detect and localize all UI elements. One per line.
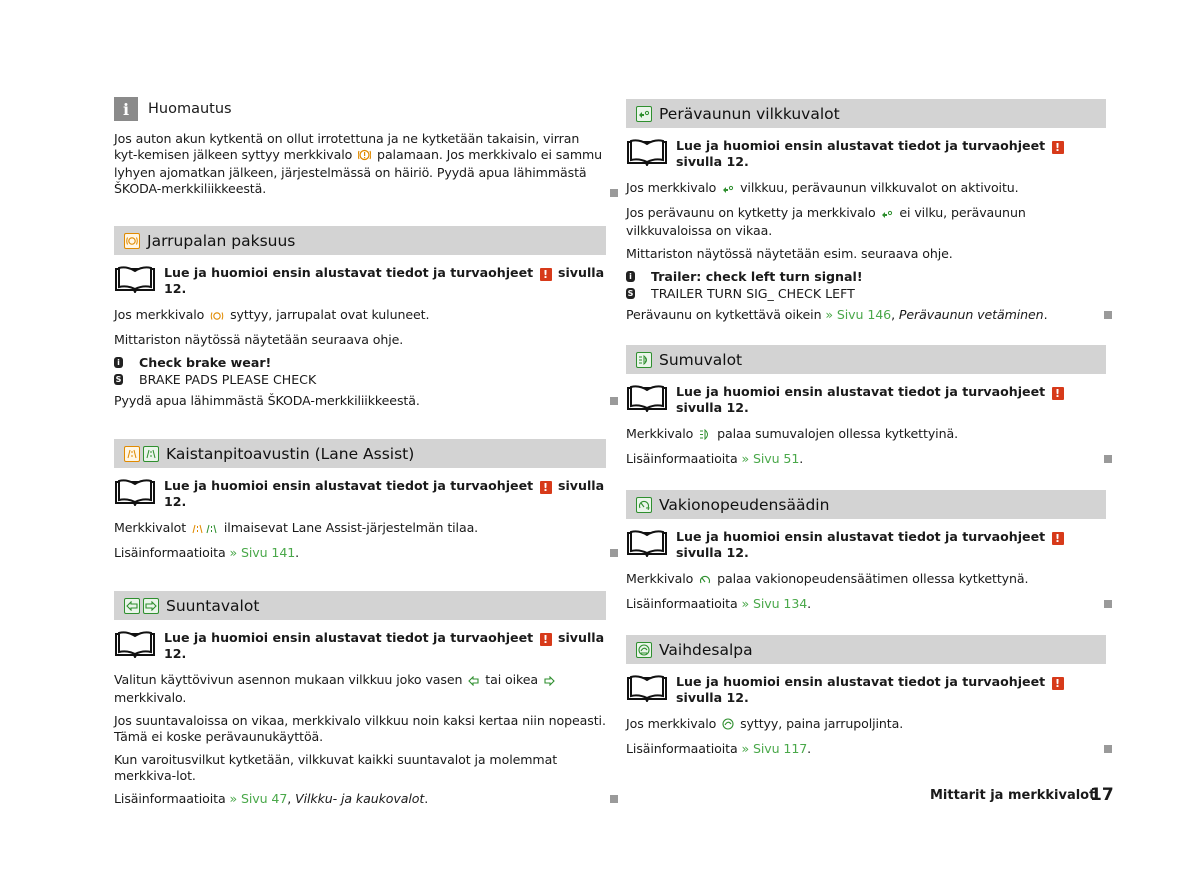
section-lane-assist — [114, 439, 606, 561]
page-link[interactable]: » Sivu 47 — [229, 791, 288, 806]
book-icon — [626, 529, 668, 557]
safety-notice — [626, 384, 1106, 416]
paragraph: Pyydä apua lähimmästä ŠKODA-merkkiliikkeestä. — [114, 393, 420, 408]
brake-pad-lamp-icon — [124, 233, 140, 249]
book-icon — [114, 630, 156, 658]
section-title: Vakionopeudensäädin — [659, 495, 830, 514]
page-link[interactable]: » Sivu 51 — [741, 451, 800, 466]
safety-notice — [114, 265, 606, 297]
paragraph: Merkkivalo palaa vakionopeudensäätimen ollessa kytkettynä. — [626, 571, 1106, 589]
display-message-row — [626, 286, 1106, 301]
section-title: Perävaunun vilkkuvalot — [659, 104, 840, 123]
page-link[interactable]: » Sivu 117 — [741, 741, 808, 756]
section-turn-signals — [114, 591, 606, 807]
section-end-mark — [1104, 311, 1112, 319]
section-end-mark — [1104, 745, 1112, 753]
warning-icon: ! — [540, 633, 552, 646]
more-info: Lisäinformaatioita » Sivu 134. — [626, 596, 812, 611]
display-message-row — [114, 355, 606, 370]
section-end-mark — [1104, 600, 1112, 608]
section-end-mark — [1104, 455, 1112, 463]
more-info: Lisäinformaatioita » Sivu 141. — [114, 545, 300, 560]
display-badge-icon: S — [627, 289, 634, 298]
paragraph: Mittariston näytössä näytetään seuraava ohje. — [114, 332, 404, 347]
display-message-row — [626, 269, 1106, 284]
section-header — [626, 635, 1106, 664]
safety-notice — [114, 478, 606, 510]
trailer-signal-icon — [722, 182, 734, 198]
lane-assist-green-icon — [143, 446, 159, 462]
section-title: Sumuvalot — [659, 350, 743, 369]
paragraph: Merkkivalo palaa sumuvalojen ollessa kytkettyinä. — [626, 426, 1106, 444]
book-icon — [626, 138, 668, 166]
brake-pad-icon — [210, 309, 224, 325]
paragraph: Perävaunu on kytkettävä oikein » Sivu 146, Perävaunun vetäminen. — [626, 307, 1048, 322]
section-fog-lights — [626, 345, 1106, 467]
safety-text: Lue ja huomioi ensin alustavat tiedot ja turvaohjeet ! sivulla 12. — [676, 674, 1106, 706]
safety-notice — [626, 138, 1106, 170]
left-column — [114, 97, 606, 807]
section-header — [114, 226, 606, 255]
safety-notice — [114, 630, 606, 662]
safety-text: Lue ja huomioi ensin alustavat tiedot ja turvaohjeet ! sivulla 12. — [164, 478, 605, 509]
paragraph: Jos merkkivalo vilkkuu, perävaunun vilkkuvalot on aktivoitu. — [626, 180, 1106, 198]
fog-light-lamp-icon — [636, 352, 652, 368]
section-header — [114, 591, 606, 620]
display-message: BRAKE PADS PLEASE CHECK — [139, 372, 317, 387]
section-shift-lock — [626, 635, 1106, 757]
display-message: Check brake wear! — [139, 355, 272, 370]
section-header — [626, 99, 1106, 128]
display-message: TRAILER TURN SIG_ CHECK LEFT — [651, 286, 855, 301]
warning-icon: ! — [1052, 677, 1064, 690]
fog-light-icon — [699, 428, 711, 444]
book-icon — [114, 265, 156, 293]
page-link[interactable]: » Sivu 146 — [825, 307, 892, 322]
book-icon — [626, 674, 668, 702]
note-header — [114, 97, 606, 121]
turn-left-lamp-icon — [124, 598, 140, 614]
turn-right-icon — [544, 674, 555, 690]
display-message: Trailer: check left turn signal! — [651, 269, 863, 284]
display-badge-icon: i — [114, 357, 123, 368]
display-message-row — [114, 372, 606, 387]
safety-notice — [626, 529, 1106, 561]
trailer-signal-lamp-icon — [636, 106, 652, 122]
cruise-control-lamp-icon — [636, 497, 652, 513]
display-badge-icon: i — [626, 271, 635, 282]
paragraph: Valitun käyttövivun asennon mukaan vilkkuu joko vasen tai oikea merkkivalo. — [114, 672, 606, 706]
safety-text: Lue ja huomioi ensin alustavat tiedot ja turvaohjeet ! sivulla 12. — [676, 138, 1106, 170]
section-end-mark — [610, 795, 618, 803]
safety-text: Lue ja huomioi ensin alustavat tiedot ja turvaohjeet ! sivulla 12. — [676, 529, 1106, 561]
book-icon — [626, 384, 668, 412]
info-icon: i — [114, 97, 138, 121]
section-title: Vaihdesalpa — [659, 640, 753, 659]
section-trailer-signals — [626, 99, 1106, 323]
lane-assist-amber-icon — [124, 446, 140, 462]
page-link[interactable]: » Sivu 141 — [229, 545, 296, 560]
section-end-mark — [610, 189, 618, 197]
section-cruise-control — [626, 490, 1106, 612]
warning-icon: ! — [1052, 141, 1064, 154]
section-end-mark — [610, 549, 618, 557]
more-info: Lisäinformaatioita » Sivu 47, Vilkku- ja kaukovalot. — [114, 791, 429, 806]
section-header — [626, 490, 1106, 519]
section-title: Suuntavalot — [166, 596, 260, 615]
page-link[interactable]: » Sivu 134 — [741, 596, 808, 611]
turn-right-lamp-icon — [143, 598, 159, 614]
paragraph: Jos merkkivalo syttyy, jarrupalat ovat kuluneet. — [114, 307, 606, 325]
paragraph: Kun varoitusvilkut kytketään, vilkkuvat kaikki suuntavalot ja molemmat merkkiva-lot. — [114, 752, 558, 783]
section-title: Jarrupalan paksuus — [147, 231, 296, 250]
page-number: 17 — [1090, 785, 1114, 805]
warning-icon: ! — [1052, 387, 1064, 400]
paragraph: Jos suuntavaloissa on vikaa, merkkivalo vilkkuu noin kaksi kertaa niin nopeasti. Tämä ei koske perävaunukäyttöä. — [114, 713, 606, 744]
section-brake-pads — [114, 226, 606, 409]
safety-text: Lue ja huomioi ensin alustavat tiedot ja turvaohjeet ! sivulla 12. — [164, 630, 605, 661]
paragraph: Mittariston näytössä näytetään esim. seuraava ohje. — [626, 246, 953, 261]
paragraph: Merkkivalot ilmaisevat Lane Assist-järjestelmän tilaa. — [114, 520, 606, 538]
safety-notice — [626, 674, 1106, 706]
warning-icon: ! — [1052, 532, 1064, 545]
right-column — [626, 99, 1106, 757]
lane-assist-icon — [192, 522, 218, 538]
paragraph: Jos merkkivalo syttyy, paina jarrupoljinta. — [626, 716, 1106, 734]
more-info: Lisäinformaatioita » Sivu 51. — [626, 451, 804, 466]
section-header — [114, 439, 606, 468]
note-text: Jos auton akun kytkentä on ollut irrotettuna ja ne kytketään takaisin, virran kyt-kemisen jälkeen syttyy merkkivalo palamaan. Jos merkkivalo ei sammu lyhyen ajomatkan jälkeen, järjestelmässä on häiriö. Pyydä apua lähimmästä ŠKODA-merkkiliikkeestä. — [114, 131, 603, 196]
note-title: Huomautus — [148, 101, 232, 117]
turn-left-icon — [468, 674, 479, 690]
shift-lock-icon — [722, 718, 734, 734]
shift-lock-lamp-icon — [636, 642, 652, 658]
paragraph: Jos perävaunu on kytketty ja merkkivalo ei vilku, perävaunun vilkkuvaloissa on vikaa. — [626, 205, 1026, 238]
footer-section-title: Mittarit ja merkkivalot — [930, 788, 1096, 803]
battery-warning-icon — [358, 149, 371, 165]
section-title: Kaistanpitoavustin (Lane Assist) — [166, 444, 415, 463]
book-icon — [114, 478, 156, 506]
safety-text: Lue ja huomioi ensin alustavat tiedot ja turvaohjeet ! sivulla 12. — [676, 384, 1106, 416]
trailer-signal-icon — [881, 207, 893, 223]
display-badge-icon: S — [115, 375, 122, 384]
warning-icon: ! — [540, 268, 552, 281]
warning-icon: ! — [540, 481, 552, 494]
more-info: Lisäinformaatioita » Sivu 117. — [626, 741, 812, 756]
cruise-control-icon — [699, 573, 711, 589]
section-header — [626, 345, 1106, 374]
section-end-mark — [610, 397, 618, 405]
safety-text: Lue ja huomioi ensin alustavat tiedot ja turvaohjeet ! sivulla 12. — [164, 265, 605, 296]
note-block — [114, 97, 606, 197]
